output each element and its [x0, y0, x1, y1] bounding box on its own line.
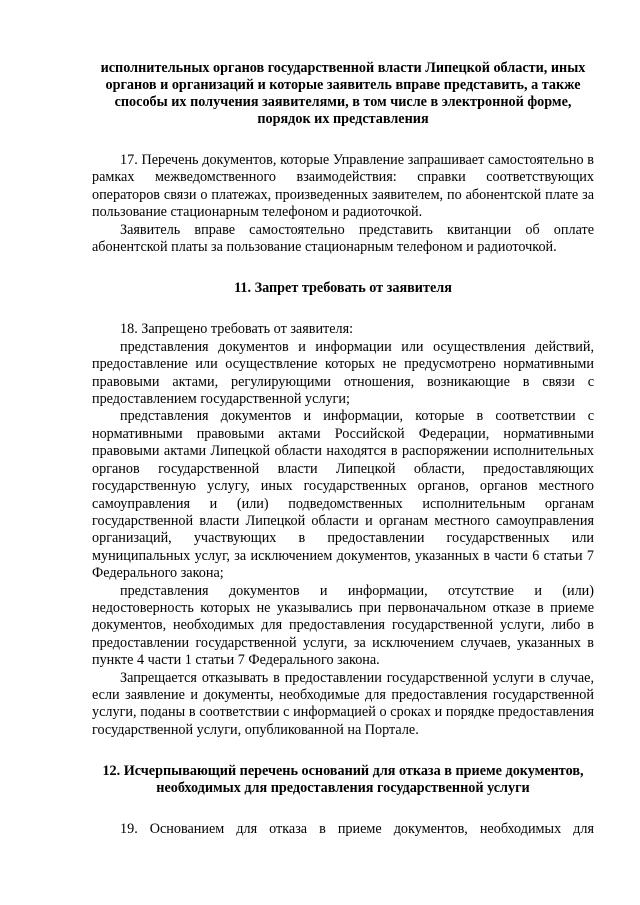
paragraph-18b: представления документов и информации, которые в соответствии с нормативными правовыми актами Российской Федерации, нормативными правовыми актами Липецкой области находятся в распоряжении исполнительных органов государственной власти Липецкой области, предоставляющих государственную услугу, иных государственных органов, органов местного самоуправления и (или) подведомственных исполнительным органам государственной власти Липецкой области и органам местного самоуправления организаций, участвующих в предоставлении государственных или муниципальных услуг, за исключением документов, указанных в части 6 статьи 7 Федерального закона;: [92, 408, 594, 582]
paragraph-18: 18. Запрещено требовать от заявителя:: [120, 321, 354, 338]
paragraph-17: 17. Перечень документов, которые Управление запрашивает самостоятельно в рамках межведомственного взаимодействия: справки соответствующих операторов связи о платежах, произведенных заявителем, по абонентской плате за пользование стационарным телефоном и радиоточкой.: [92, 152, 594, 221]
section-11-heading: 11. Запрет требовать от заявителя: [234, 280, 452, 297]
paragraph-17b: Заявитель вправе самостоятельно представить квитанции об оплате абонентской платы за пользование стационарным телефоном и радиоточкой.: [92, 221, 594, 256]
section-10-heading-tail: исполнительных органов государственной власти Липецкой области, иных органов и организаций и которые заявитель вправе представить, а также способы их получения заявителями, в том числе в электронной форме, порядок их представления: [100, 60, 586, 127]
paragraph-19: 19. Основанием для отказа в приеме документов, необходимых для: [120, 821, 594, 838]
paragraph-18a: представления документов и информации или осуществления действий, предоставление или осуществление которых не предусмотрено нормативными правовыми актами, регулирующими отношения, возникающие в связи с предоставлением государственной услуги;: [92, 338, 594, 408]
section-12-heading: 12. Исчерпывающий перечень оснований для отказа в приеме документов, необходимых для предоставления государственной услуги: [102, 763, 584, 797]
paragraph-18c: представления документов и информации, отсутствие и (или) недостоверность которых не указывались при первоначальном отказе в приеме документов, необходимых для предоставления государственной услуги, либо в предоставлении государственной услуги, за исключением случаев, указанных в пункте 4 части 1 статьи 7 Федерального закона.: [92, 582, 594, 669]
paragraph-18d: Запрещается отказывать в предоставлении государственной услуги в случае, если заявление и документы, необходимые для предоставления государственной услуги, поданы в соответствии с информацией о сроках и порядке предоставления государственной услуги, опубликованной на Портале.: [92, 669, 594, 738]
